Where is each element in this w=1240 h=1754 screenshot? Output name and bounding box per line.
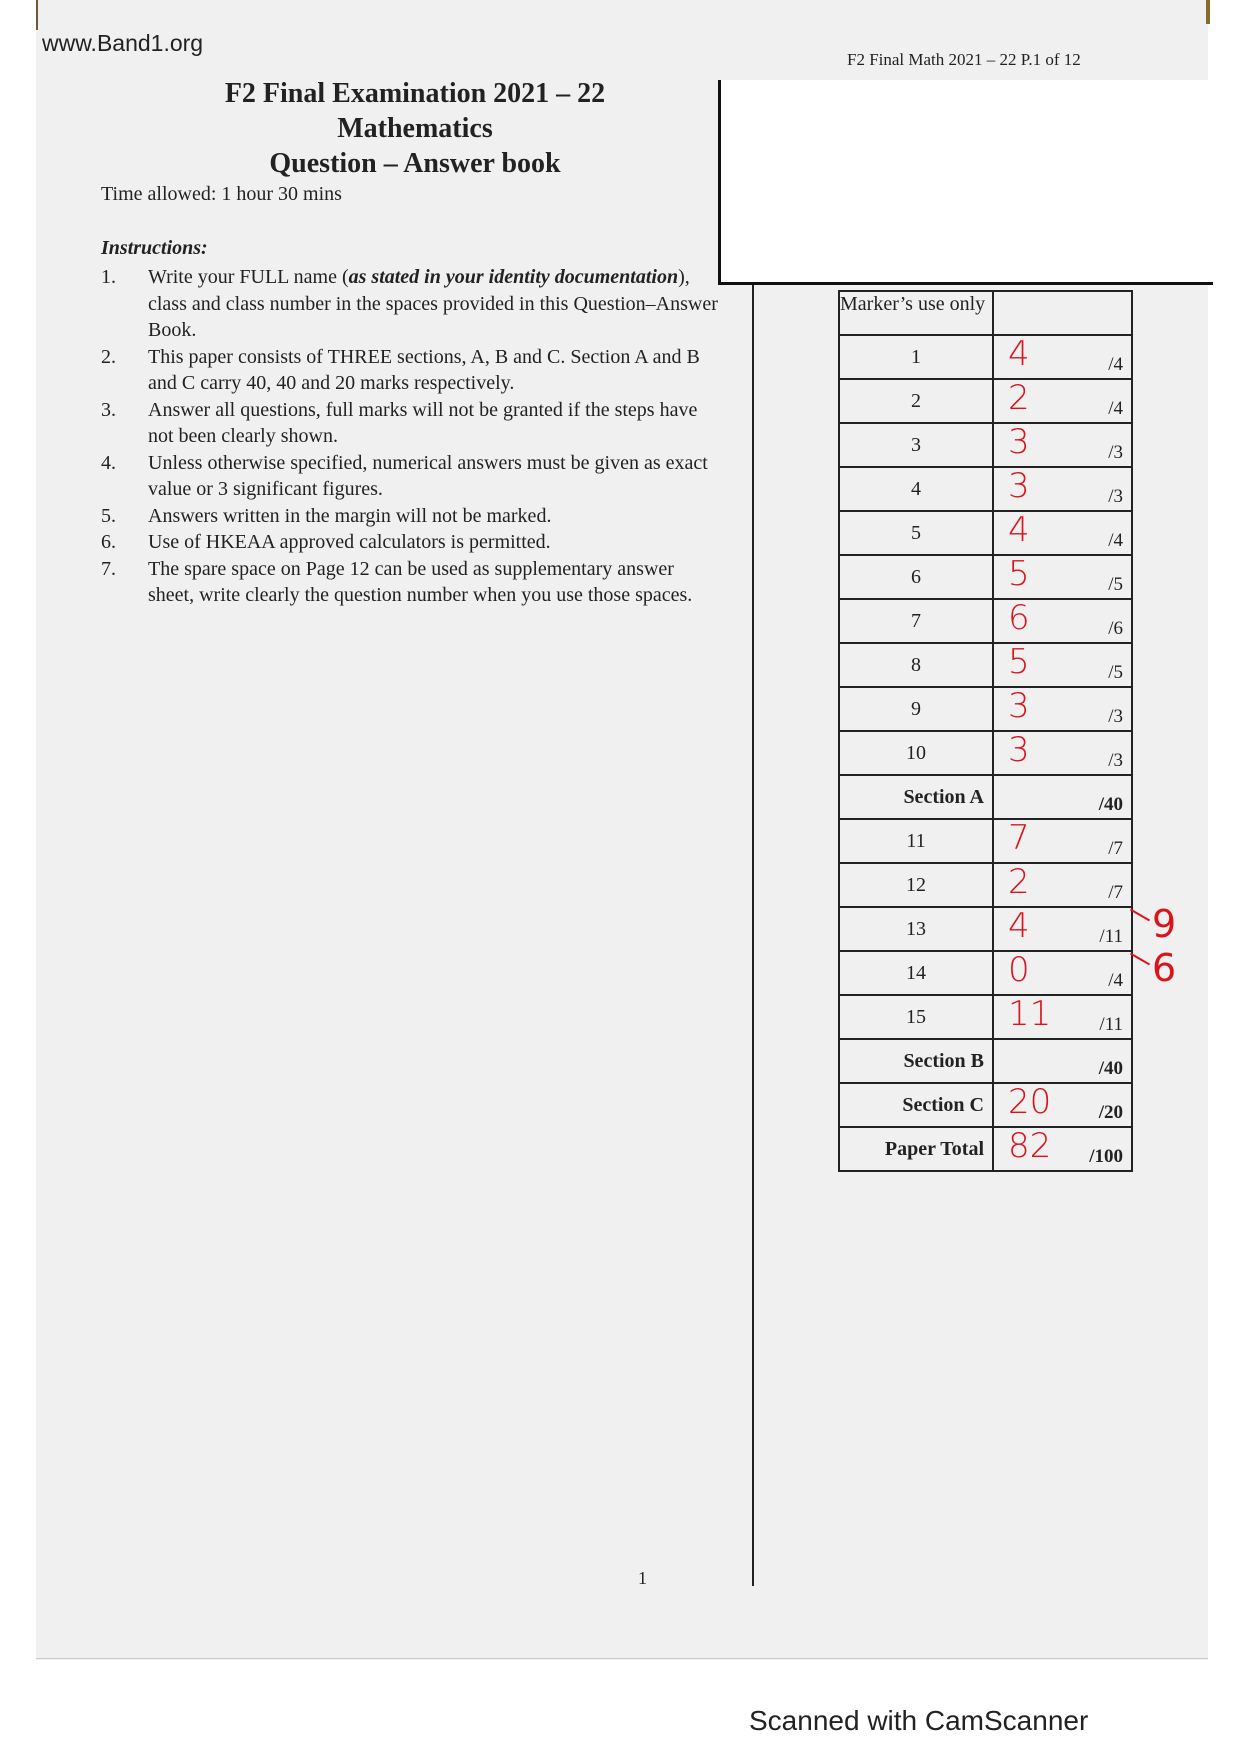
subject-title: Mathematics <box>337 113 493 144</box>
page-header: F2 Final Math 2021 – 22 P.1 of 12 <box>847 50 1081 69</box>
table-row <box>839 819 1132 863</box>
question-label: Section B <box>839 1039 993 1083</box>
table-row <box>839 511 1132 555</box>
question-label: 5 <box>839 511 993 555</box>
instruction-number: 3. <box>101 398 116 421</box>
score-cell <box>993 731 1132 775</box>
score-cell <box>993 555 1132 599</box>
handwritten-score: 20 <box>1008 1082 1052 1122</box>
instruction-text: Use of HKEAA approved calculators is permitted. <box>148 531 551 553</box>
scan-edge <box>36 1658 1208 1659</box>
max-marks: /4 <box>1108 530 1123 551</box>
score-cell <box>993 687 1132 731</box>
max-marks: /7 <box>1108 882 1123 903</box>
handwritten-score: 4 <box>1008 334 1030 374</box>
table-row <box>839 423 1132 467</box>
max-marks: /6 <box>1108 618 1123 639</box>
score-header <box>993 291 1132 335</box>
question-label: Section C <box>839 1083 993 1127</box>
score-cell <box>993 379 1132 423</box>
max-marks: /3 <box>1108 442 1123 463</box>
score-cell <box>993 946 1177 995</box>
time-allowed: Time allowed: 1 hour 30 mins <box>101 183 342 205</box>
question-label: 13 <box>839 907 993 951</box>
instruction-text: Unless otherwise specified, numerical answers must be given as exact value or 3 significant figures. <box>148 451 708 500</box>
question-label: 15 <box>839 995 993 1039</box>
instruction-text-part: ), class and class number in the spaces provided in this Question–Answer Book. <box>148 266 718 341</box>
max-marks: /5 <box>1108 662 1123 683</box>
handwritten-score: 11 <box>1008 994 1052 1034</box>
question-label: 3 <box>839 423 993 467</box>
question-label: 11 <box>839 819 993 863</box>
table-row <box>839 995 1132 1039</box>
max-marks: /4 <box>1108 354 1123 375</box>
table-row <box>839 775 1132 819</box>
handwritten-score: 5 <box>1008 554 1030 594</box>
handwritten-score: 7 <box>1008 818 1030 858</box>
question-label: 9 <box>839 687 993 731</box>
instruction-item <box>101 556 721 609</box>
table-row <box>839 1083 1132 1127</box>
watermark: www.Band1.org <box>42 30 204 56</box>
score-cell <box>993 1083 1132 1127</box>
score-cell <box>993 995 1132 1039</box>
exam-title: F2 Final Examination 2021 – 22 <box>224 78 606 109</box>
instruction-item <box>101 264 721 344</box>
instruction-number: 1. <box>101 266 116 288</box>
page-edge <box>36 0 38 30</box>
handwritten-score: 3 <box>1008 686 1030 726</box>
max-marks: /40 <box>1098 1058 1123 1079</box>
instruction-number: 5. <box>101 504 116 527</box>
marker-table <box>838 290 1177 1172</box>
table-row <box>839 1127 1132 1171</box>
table-row <box>839 1039 1132 1083</box>
max-marks: /7 <box>1108 838 1123 859</box>
question-label: 4 <box>839 467 993 511</box>
handwritten-score: 6 <box>1008 598 1030 638</box>
table-row <box>839 467 1132 511</box>
correction-mark: 9 <box>1152 902 1177 946</box>
table-row <box>839 643 1132 687</box>
handwritten-score: 3 <box>1008 422 1030 462</box>
table-row <box>839 951 1132 995</box>
instruction-number: 4. <box>101 451 116 474</box>
handwritten-score: 2 <box>1008 378 1030 418</box>
camscanner-footer: Scanned with CamScanner <box>749 1705 1089 1736</box>
page-edge <box>1206 0 1210 24</box>
score-cell <box>993 1127 1132 1171</box>
max-marks: /100 <box>1089 1146 1123 1167</box>
question-label: Paper Total <box>839 1127 993 1171</box>
score-cell <box>993 643 1132 687</box>
question-label: 10 <box>839 731 993 775</box>
max-marks: /4 <box>1108 398 1123 419</box>
max-marks: /11 <box>1099 1014 1123 1035</box>
table-row <box>839 599 1132 643</box>
question-label: 12 <box>839 863 993 907</box>
correction-mark: 6 <box>1152 946 1177 990</box>
instruction-text-part: as stated in your identity documentation <box>348 266 679 288</box>
table-row <box>839 731 1132 775</box>
instruction-item <box>101 503 721 530</box>
table-row <box>839 555 1132 599</box>
instruction-item <box>101 344 721 397</box>
handwritten-score: 3 <box>1008 730 1030 770</box>
max-marks: /5 <box>1108 574 1123 595</box>
instruction-item <box>101 397 721 450</box>
page-number: 1 <box>638 1568 647 1588</box>
book-title: Question – Answer book <box>269 148 561 179</box>
redacted-name-box <box>718 80 1213 285</box>
instructions-heading: Instructions: <box>101 237 208 259</box>
marker-header: Marker’s use only <box>839 291 993 335</box>
score-cell <box>993 1039 1132 1083</box>
question-label: 7 <box>839 599 993 643</box>
question-label: 14 <box>839 951 993 995</box>
score-cell <box>993 467 1132 511</box>
question-label: 2 <box>839 379 993 423</box>
handwritten-score: 4 <box>1008 510 1030 550</box>
instruction-text: The spare space on Page 12 can be used as supplementary answer sheet, write clearly the question number when you use those spaces. <box>148 557 693 606</box>
score-cell <box>993 423 1132 467</box>
score-cell <box>993 863 1132 907</box>
question-label: 6 <box>839 555 993 599</box>
table-row <box>839 335 1132 379</box>
score-cell <box>993 599 1132 643</box>
question-label: Section A <box>839 775 993 819</box>
question-label: 8 <box>839 643 993 687</box>
max-marks: /40 <box>1098 794 1123 815</box>
table-row <box>839 907 1132 951</box>
max-marks: /11 <box>1099 926 1123 947</box>
table-row <box>839 687 1132 731</box>
table-row <box>839 379 1132 423</box>
handwritten-score: 5 <box>1008 642 1030 682</box>
max-marks: /3 <box>1108 750 1123 771</box>
instruction-text: Answer all questions, full marks will not be granted if the steps have not been clearly shown. <box>148 398 698 447</box>
instruction-number: 6. <box>101 531 116 553</box>
max-marks: /4 <box>1108 970 1123 991</box>
instruction-text <box>148 264 721 344</box>
score-cell <box>993 902 1177 951</box>
instruction-text-part: Write your FULL name ( <box>148 266 349 288</box>
handwritten-score: 2 <box>1008 862 1030 902</box>
margin-divider <box>752 284 754 1586</box>
question-label: 1 <box>839 335 993 379</box>
instruction-number: 2. <box>101 345 116 368</box>
instruction-text: This paper consists of THREE sections, A, B and C. Section A and B and C carry 40, 40 and 20 marks respectively. <box>148 345 700 394</box>
handwritten-score: 4 <box>1008 906 1030 946</box>
table-header-row <box>839 291 1132 335</box>
score-cell <box>993 511 1132 555</box>
instruction-item <box>101 529 721 556</box>
score-cell <box>993 775 1132 819</box>
score-cell <box>993 335 1132 379</box>
score-cell <box>993 819 1132 863</box>
instruction-number: 7. <box>101 557 116 580</box>
max-marks: /20 <box>1098 1102 1123 1123</box>
table-row <box>839 863 1132 907</box>
instruction-text: Answers written in the margin will not be marked. <box>148 504 552 527</box>
handwritten-score: 0 <box>1008 950 1030 990</box>
handwritten-score: 3 <box>1008 466 1030 506</box>
handwritten-score: 82 <box>1008 1126 1052 1166</box>
instruction-item <box>101 450 721 503</box>
instructions-list <box>101 264 721 609</box>
max-marks: /3 <box>1108 486 1123 507</box>
max-marks: /3 <box>1108 706 1123 727</box>
